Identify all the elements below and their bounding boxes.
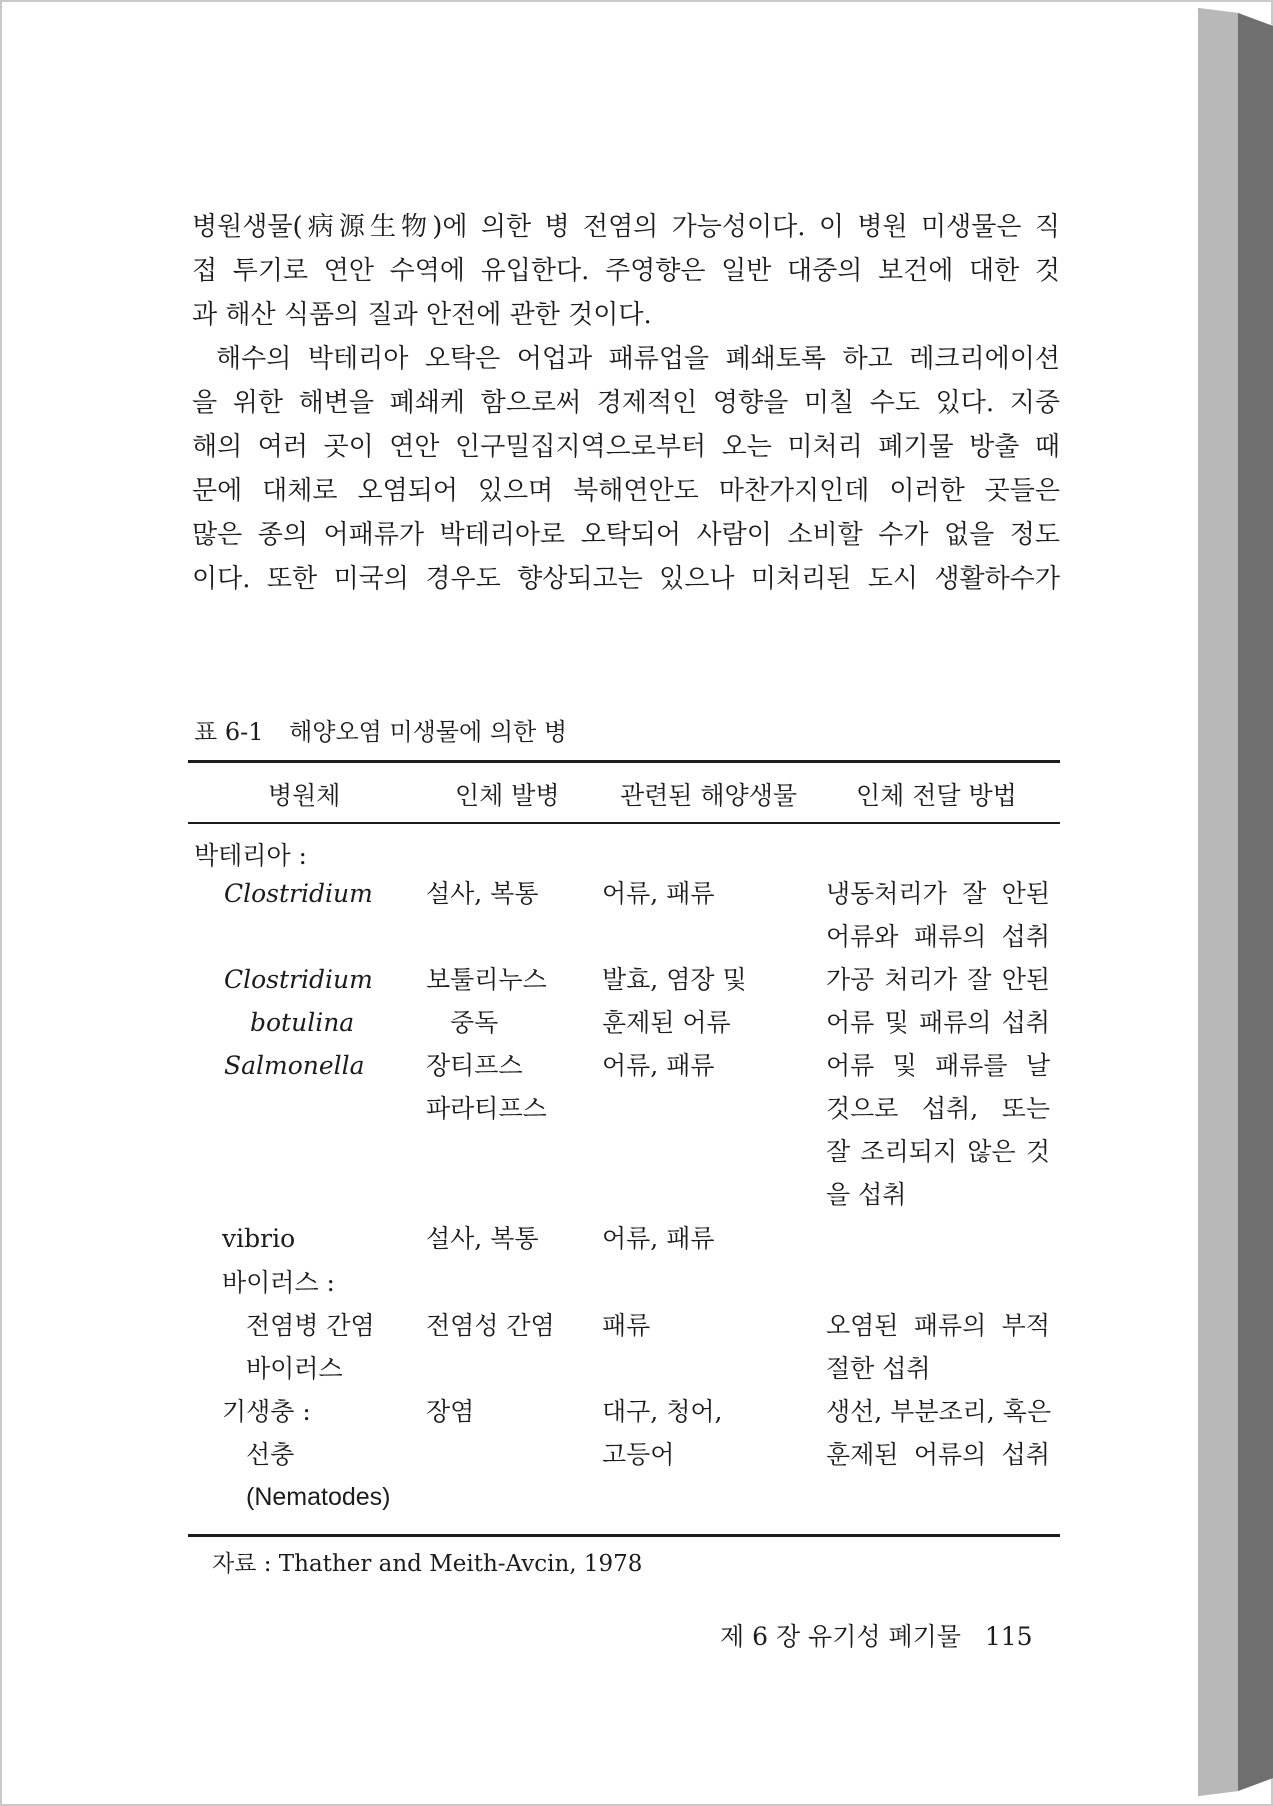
table-source: 자료 : Thather and Meith-Avcin, 1978 — [212, 1551, 643, 1577]
header-transmission: 인체 전달 방법 — [856, 781, 1017, 810]
page-number: 115 — [984, 1622, 1033, 1651]
r2-organism — [602, 958, 747, 1044]
r3-transmission-line: 것으로 섭취, 또는 — [826, 1094, 1050, 1123]
r5-disease: 전염성 간염 — [426, 1311, 555, 1340]
table-header-rule — [188, 822, 1060, 824]
r2-disease — [426, 958, 547, 1044]
r1-organism: 어류, 패류 — [602, 879, 715, 908]
page-footer — [720, 1617, 1033, 1653]
r2-transmission — [826, 958, 1050, 1044]
r2-organism-line: 발효, 염장 및 — [602, 965, 747, 994]
body-line: 을 위한 해변을 폐쇄케 함으로써 경제적인 영향을 미칠 수도 있다. 지중 — [192, 388, 1060, 418]
r6-pathogen-line: 기생충 : — [222, 1397, 311, 1426]
r5-pathogen-line: 전염병 간염 — [246, 1311, 375, 1340]
r4-pathogen: vibrio — [222, 1224, 296, 1253]
header-organism: 관련된 해양생물 — [620, 781, 797, 810]
table-title: 해양오염 미생물에 의한 병 — [289, 718, 568, 746]
r2-disease-line: 중독 — [450, 1008, 499, 1037]
r5-transmission-line: 오염된 패류의 부적 — [826, 1311, 1050, 1340]
r6-disease: 장염 — [426, 1397, 475, 1426]
r1-transmission-line: 냉동처리가 잘 안된 — [826, 879, 1050, 908]
r6-organism-line: 고등어 — [602, 1440, 675, 1469]
body-line: 이다. 또한 미국의 경우도 향상되고는 있으나 미처리된 도시 생활하수가 — [192, 564, 1060, 594]
body-line: 많은 종의 어패류가 박테리아로 오탁되어 사람이 소비할 수가 없을 정도 — [192, 520, 1060, 550]
r5-transmission — [826, 1304, 1050, 1390]
r1-transmission-line: 어류와 패류의 섭취 — [826, 922, 1050, 951]
r2-disease-line: 보툴리누스 — [426, 965, 547, 994]
table-top-rule — [188, 760, 1060, 763]
r3-pathogen: Salmonella — [224, 1051, 365, 1080]
r3-disease-line: 장티프스 — [426, 1051, 523, 1080]
r4-organism: 어류, 패류 — [602, 1224, 715, 1253]
r2-transmission-line: 가공 처리가 잘 안된 — [826, 965, 1050, 994]
header-pathogen: 병원체 — [268, 781, 341, 810]
r6-organism-line: 대구, 청어, — [602, 1397, 723, 1426]
r1-disease: 설사, 복통 — [426, 879, 539, 908]
body-line: 병원생물(病源生物)에 의한 병 전염의 가능성이다. 이 병원 미생물은 직 — [192, 212, 1060, 242]
section-bacteria: 박테리아 : — [194, 841, 307, 870]
table-number: 표 6-1 — [194, 718, 264, 746]
r3-disease-line: 파라티프스 — [426, 1094, 547, 1123]
r2-transmission-line: 어류 및 패류의 섭취 — [826, 1008, 1050, 1037]
body-line: 문에 대체로 오염되어 있으며 북해연안도 마찬가지인데 이러한 곳들은 — [192, 476, 1060, 506]
table-caption — [194, 712, 567, 747]
r3-disease — [426, 1044, 547, 1130]
r6-transmission — [826, 1390, 1050, 1476]
r2-pathogen-line: Clostridium — [224, 965, 373, 994]
r5-pathogen — [246, 1304, 375, 1390]
r1-pathogen: Clostridium — [224, 879, 373, 908]
body-line: 해수의 박테리아 오탁은 어업과 패류업을 폐쇄토록 하고 레크리에이션 — [216, 344, 1060, 374]
chapter-title: 제 6 장 유기성 폐기물 — [720, 1622, 961, 1651]
r3-transmission-line: 을 섭취 — [826, 1180, 907, 1209]
r6-pathogen-line: 선충 — [246, 1440, 295, 1469]
table-bottom-rule — [188, 1534, 1060, 1537]
r3-transmission-line: 어류 및 패류를 날 — [826, 1051, 1050, 1080]
body-line: 해의 여러 곳이 연안 인구밀집지역으로부터 오는 미처리 폐기물 방출 때 — [192, 432, 1060, 462]
r6-organism — [602, 1390, 722, 1476]
section-virus: 바이러스 : — [222, 1268, 335, 1297]
r3-transmission-line: 잘 조리되지 않은 것 — [826, 1137, 1050, 1166]
r5-transmission-line: 절한 섭취 — [826, 1354, 931, 1383]
r2-organism-line: 훈제된 어류 — [602, 1008, 731, 1037]
r6-transmission-line: 훈제된 어류의 섭취 — [826, 1440, 1050, 1469]
header-disease: 인체 발병 — [455, 781, 560, 810]
r4-disease: 설사, 복통 — [426, 1224, 539, 1253]
r5-pathogen-line: 바이러스 — [246, 1354, 343, 1383]
r6-pathogen — [222, 1390, 391, 1519]
r2-pathogen — [224, 958, 373, 1044]
r6-transmission-line: 생선, 부분조리, 혹은 — [826, 1397, 1051, 1426]
r3-organism: 어류, 패류 — [602, 1051, 715, 1080]
body-line: 과 해산 식품의 질과 안전에 관한 것이다. — [192, 300, 652, 330]
r1-transmission — [826, 872, 1050, 958]
body-paragraph — [192, 205, 1060, 601]
r6-pathogen-line: (Nematodes) — [246, 1483, 391, 1511]
r5-organism: 패류 — [602, 1311, 651, 1340]
body-line: 접 투기로 연안 수역에 유입한다. 주영향은 일반 대중의 보건에 대한 것 — [192, 256, 1060, 286]
r2-pathogen-line: botulina — [250, 1008, 355, 1037]
r3-transmission — [826, 1044, 1050, 1216]
